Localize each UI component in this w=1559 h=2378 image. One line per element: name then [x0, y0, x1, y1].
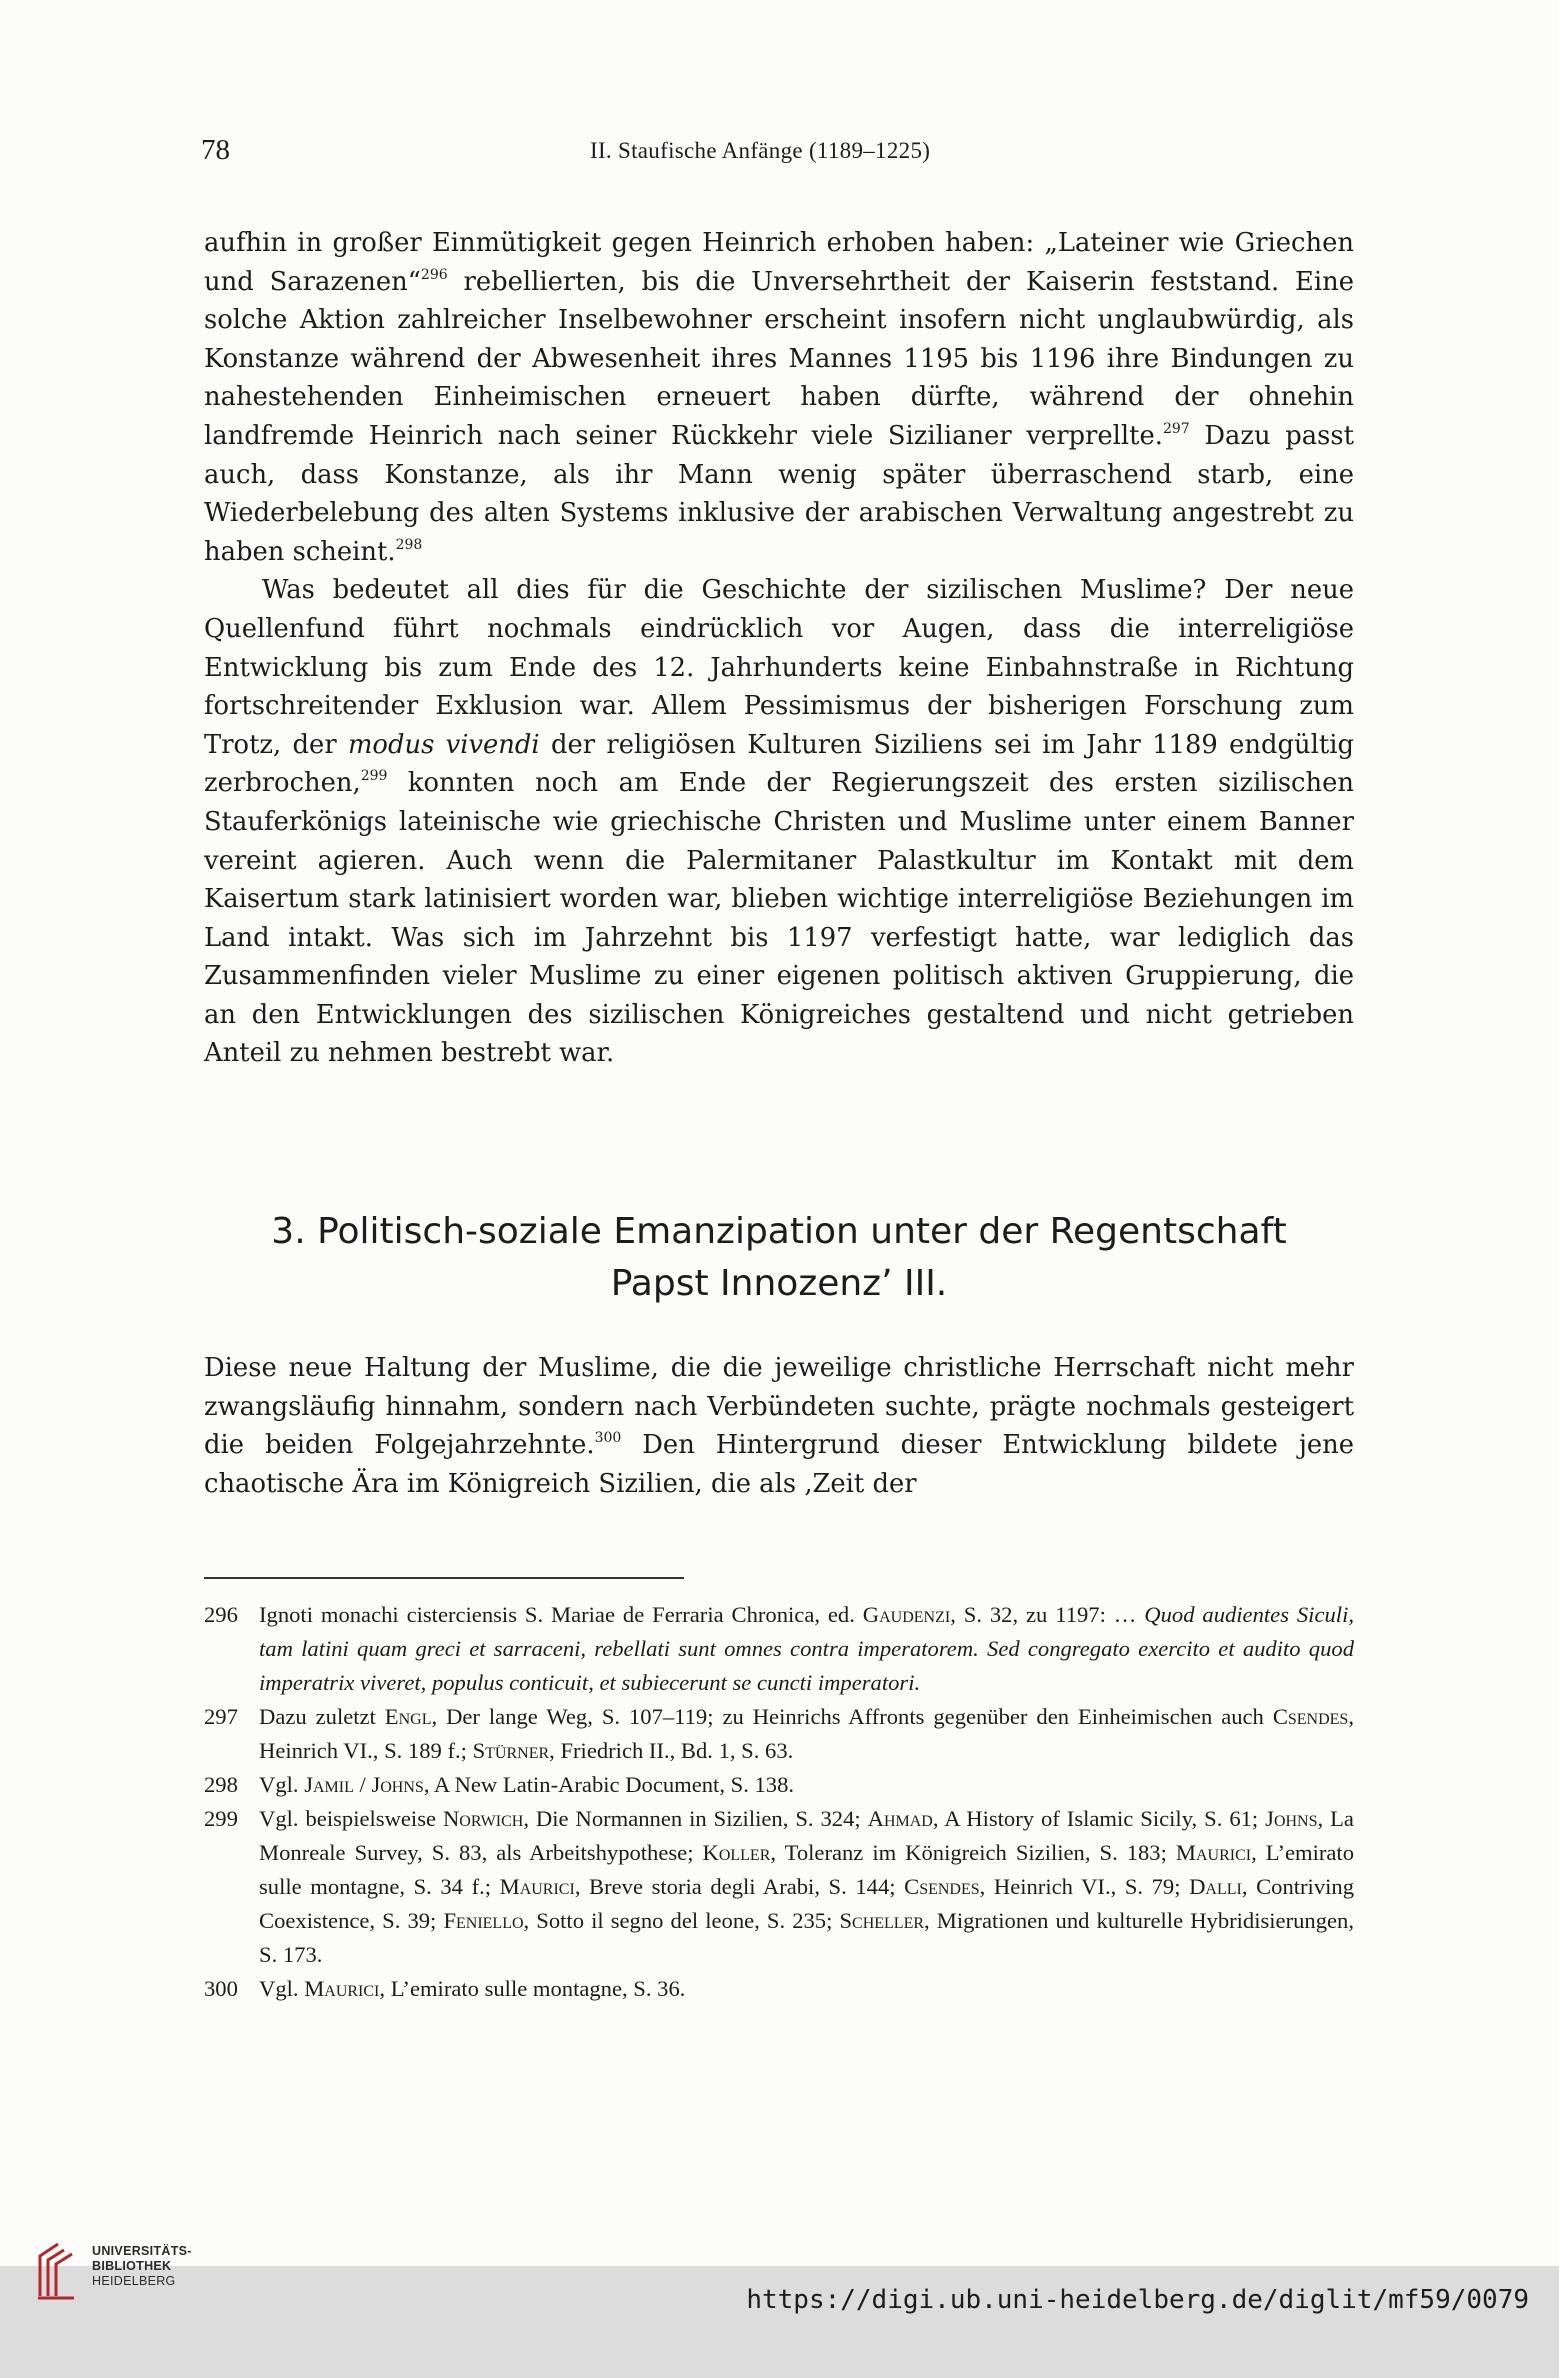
body-text-section-3 [204, 1349, 1354, 1503]
page-number: 78 [201, 134, 230, 166]
footnote-298: 298 Vgl. Jamil / Johns, A New Latin-Arabic Document, S. 138. [204, 1772, 795, 1797]
ub-heidelberg-logo-icon [34, 2236, 86, 2302]
paragraph: Diese neue Haltung der Muslime, die die jeweilige christliche Herrschaft nicht mehr zwangsläufig hinnahm, sondern nach Verbündeten suchte, prägte nochmals gesteigert die beiden Folgejahrzehnte.$^{300}$ Den Hintergrund dieser Entwicklung bildete jene chaotische Ära im Königreich Sizilien, die als ‚Zeit der [204, 1353, 1354, 1499]
chapter-heading [204, 1206, 1354, 1310]
viewer-footer-bar [0, 2266, 1559, 2378]
library-name: UNIVERSITÄTS- BIBLIOTHEK HEIDELBERG [92, 2244, 192, 2288]
footnote-separator [204, 1577, 684, 1579]
running-head: II. Staufische Anfänge (1189–1225) [590, 138, 931, 163]
footnote-297: 297 Dazu zuletzt Engl, Der lange Weg, S. 107–119; zu Heinrichs Affronts gegenüber den Einheimischen auch Csendes, Heinrich VI., S. 189 f.; Stürner, Friedrich II., Bd. 1, S. 63. [204, 1704, 1354, 1763]
footnote-ref-298[interactable]: 298 [395, 536, 423, 553]
paragraph: Was bedeutet all dies für die Geschichte der sizilischen Muslime? Der neue Quellenfund führt nochmals eindrücklich vor Augen, dass die interreligiöse Entwicklung bis zum Ende des 12. Jahrhunderts keine Einbahnstraße in Richtung fortschreitender Exklusion war. Allem Pessimismus der bisherigen Forschung zum Trotz, der modus vivendi der religiösen Kulturen Siziliens sei im Jahr 1189 endgültig zerbrochen,$^{299}$ konnten noch am Ende der Regierungszeit des ersten sizilischen Stauferkönigs lateinische wie griechische Christen und Muslime unter einem Banner vereint agieren. Auch wenn die Palermitaner Palastkultur im Kontakt mit dem Kaisertum stark latinisiert worden war, blieben wichtige interreligiöse Beziehungen im Land intakt. Was sich im Jahrzehnt bis 1197 verfestigt hatte, war lediglich das Zusammenfinden vieler Muslime zu einer eigenen politisch aktiven Gruppierung, die an den Entwicklungen des sizilischen Königreiches gestaltend und nicht getrieben Anteil zu nehmen bestrebt war. [204, 575, 1354, 1069]
footnote-300: 300 Vgl. Maurici, L’emirato sulle montagne, S. 36. [204, 1976, 686, 2001]
footnote-ref-299[interactable]: 299 [360, 768, 388, 785]
footnote-ref-296[interactable]: 296 [420, 266, 448, 283]
footnote-296: 296 Ignoti monachi cisterciensis S. Mariae de Ferraria Chronica, ed. Gaudenzi, S. 32, zu 1197: … Quod audientes Siculi, tam latini quam greci et sarraceni, rebellati sunt omnes contra imperatorem. Sed congregato exercito et audito quod imperatrix viveret, populus conticuit, et subiecerunt se cuncti imperatori. [204, 1602, 1354, 1695]
permalink-url[interactable]: https://digi.ub.uni-heidelberg.de/diglit/mf59/0079 [746, 2285, 1529, 2315]
footnote-299: 299 Vgl. beispielsweise Norwich, Die Normannen in Sizilien, S. 324; Ahmad, A History of Islamic Sicily, S. 61; Johns, La Monreale Survey, S. 83, als Arbeitshypothese; Koller, Toleranz im Königreich Sizilien, S. 183; Maurici, L’emirato sulle montagne, S. 34 f.; Maurici, Breve storia degli Arabi, S. 144; Csendes, Heinrich VI., S. 79; Dalli, Contriving Coexistence, S. 39; Feniello, Sotto il segno del leone, S. 235; Scheller, Migrationen und kulturelle Hybridisierungen, S. 173. [204, 1806, 1355, 1967]
footnotes [204, 1598, 1354, 2006]
footnote-ref-300[interactable]: 300 [594, 1430, 622, 1447]
footnote-ref-297[interactable]: 297 [1162, 420, 1190, 437]
body-text-section-2 [204, 224, 1354, 1073]
chapter-heading-line-1: 3. Politisch-soziale Emanzipation unter der Regentschaft [271, 1211, 1287, 1252]
chapter-heading-line-2: Papst Innozenz’ III. [610, 1263, 948, 1304]
library-logo[interactable] [34, 2236, 204, 2306]
paragraph: aufhin in großer Einmütigkeit gegen Heinrich erhoben haben: „Lateiner wie Griechen und Sarazenen“$^{296}$ rebellierten, bis die Unversehrtheit der Kaiserin feststand. Eine solche Aktion zahlreicher Inselbewohner erscheint insofern nicht unglaubwürdig, als Konstanze während der Abwesenheit ihres Mannes 1195 bis 1196 ihre Bindungen zu nahestehenden Einheimischen erneuert haben dürfte, während der ohnehin landfremde Heinrich nach seiner Rückkehr viele Sizilianer verprellte.$^{297}$ Dazu passt auch, dass Konstanze, als ihr Mann wenig später überraschend starb, eine Wiederbelebung des alten Systems inklusive der arabischen Verwaltung angestrebt zu haben scheint.$^{298}$ [204, 228, 1355, 567]
